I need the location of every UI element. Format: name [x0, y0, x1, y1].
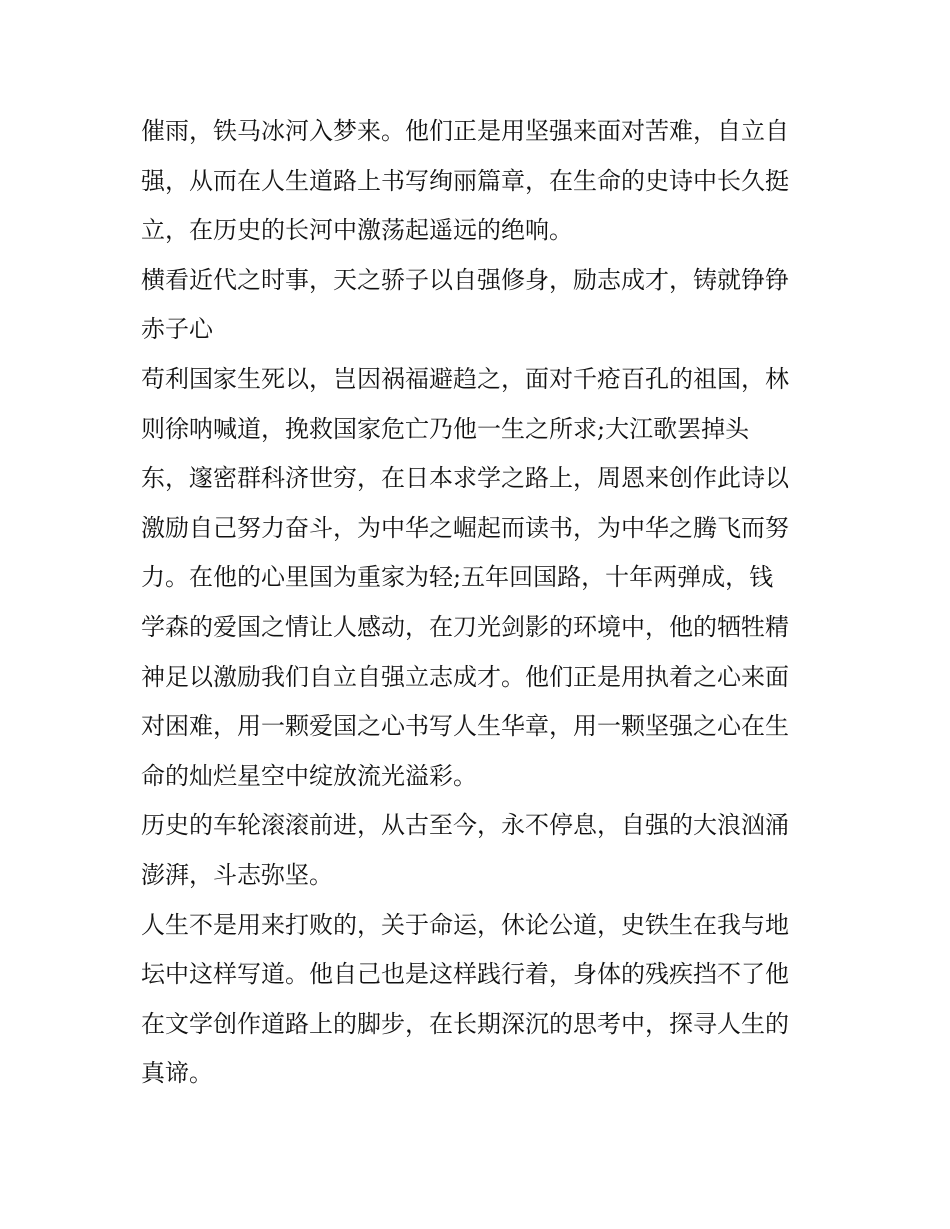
- text-line: 命的灿烂星空中绽放流光溢彩。: [141, 761, 477, 790]
- text-line: 在文学创作道路上的脚步，在长期深沉的思考中，探寻人生的: [141, 1009, 789, 1038]
- text-line: 则徐呐喊道，挽救国家危亡乃他一生之所求;大江歌罢掉头: [141, 414, 750, 443]
- text-line: 激励自己努力奋斗，为中华之崛起而读书，为中华之腾飞而努: [141, 513, 789, 542]
- text-line: 对困难，用一颗爱国之心书写人生华章，用一颗坚强之心在生: [141, 712, 789, 741]
- text-line: 强，从而在人生道路上书写绚丽篇章，在生命的史诗中长久挺: [141, 166, 789, 195]
- text-line: 学森的爱国之情让人感动，在刀光剑影的环境中，他的牺牲精: [141, 612, 789, 641]
- document-body: [141, 107, 821, 1099]
- text-line: 东，邃密群科济世穷，在日本求学之路上，周恩来创作此诗以: [141, 464, 789, 493]
- text-line: 人生不是用来打败的，关于命运，休论公道，史铁生在我与地: [141, 910, 789, 939]
- text-line: 历史的车轮滚滚前进，从古至今，永不停息，自强的大浪汹涌: [141, 811, 789, 840]
- text-line: 澎湃，斗志弥坚。: [141, 860, 333, 889]
- text-line: 真谛。: [141, 1059, 213, 1088]
- text-line: 力。在他的心里国为重家为轻;五年回国路，十年两弹成，钱: [141, 563, 774, 592]
- text-line: 神足以激励我们自立自强立志成才。他们正是用执着之心来面: [141, 662, 789, 691]
- text-line: 横看近代之时事，天之骄子以自强修身，励志成才，铸就铮铮: [141, 265, 789, 294]
- text-line: 苟利国家生死以，岂因祸福避趋之，面对千疮百孔的祖国，林: [141, 364, 789, 393]
- text-line: 赤子心: [141, 315, 213, 344]
- text-line: 催雨，铁马冰河入梦来。他们正是用坚强来面对苦难，自立自: [141, 117, 789, 145]
- text-line: 立，在历史的长河中激荡起遥远的绝响。: [141, 216, 573, 245]
- text-line: 坛中这样写道。他自己也是这样践行着，身体的残疾挡不了他: [141, 960, 789, 989]
